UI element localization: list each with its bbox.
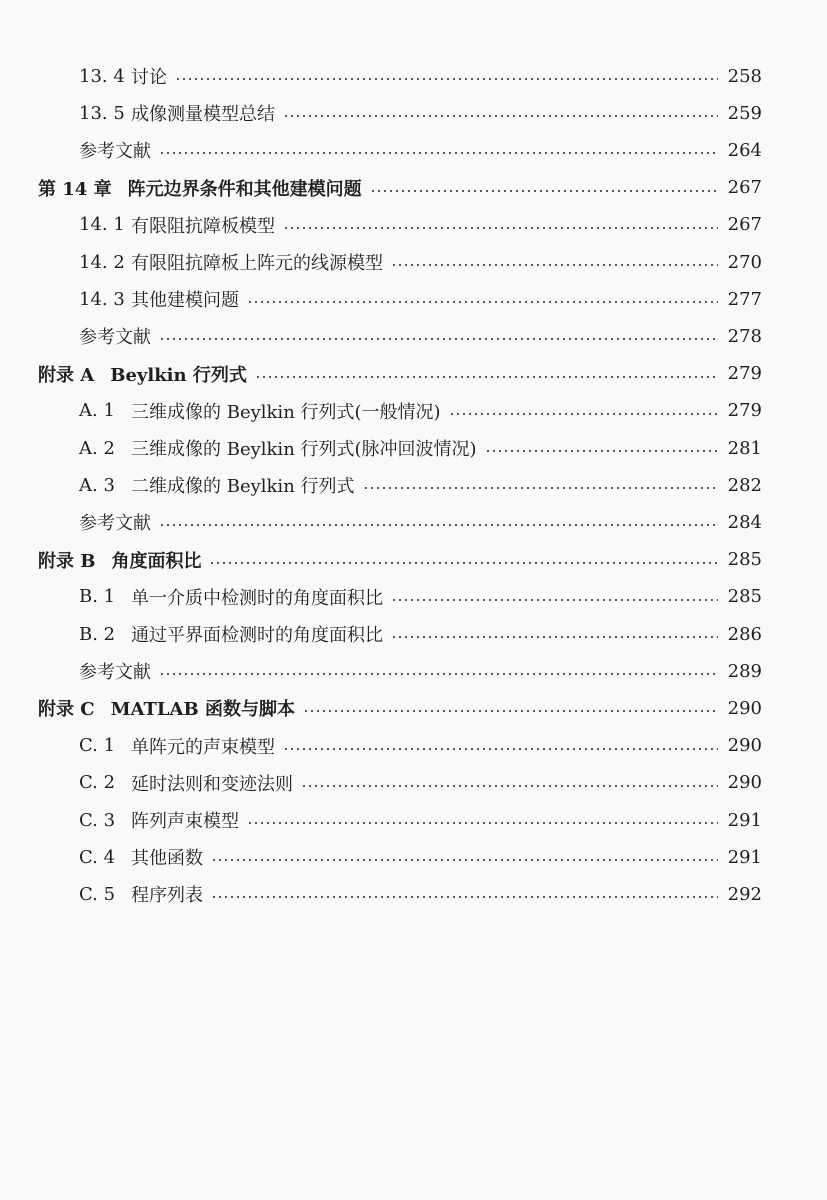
toc-entry[interactable] [79,656,762,686]
dot-leader [211,859,718,861]
entry-number: A. 2 [79,437,115,459]
entry-title: 通过平界面检测时的角度面积比 [131,625,383,646]
chapter-page: 285 [727,549,762,571]
entry-number: 13. 5 [79,102,125,124]
dot-leader [363,487,718,489]
dot-leader [391,264,718,266]
dot-leader [301,785,718,787]
toc-chapter[interactable] [38,359,762,389]
dot-leader [159,524,718,526]
entry-number: C. 3 [79,809,116,831]
dot-leader [175,78,718,80]
dot-leader [283,748,718,750]
toc-entry[interactable] [79,582,762,612]
entry-page: 277 [727,288,762,310]
entry-page: 291 [727,809,762,831]
entry-page: 291 [727,846,762,868]
entry-number: 13. 4 [79,65,125,87]
entry-number: A. 3 [79,474,115,496]
entry-number: C. 2 [79,772,116,794]
toc-entry[interactable] [79,507,762,537]
entry-title: 单阵元的声束模型 [131,736,275,758]
chapter-page: 279 [727,363,762,385]
entry-page: 264 [727,139,762,161]
chapter-number: 附录 C [38,699,95,721]
entry-title: 其他函数 [131,848,203,870]
entry-title: 三维成像的 Beylkin 行列式(一般情况) [131,401,441,423]
entry-title: 单一介质中检测时的角度面积比 [131,587,383,609]
dot-leader [283,227,718,229]
entry-number: 14. 3 [79,288,125,310]
entry-title: 二维成像的 Beylkin 行列式 [131,476,355,498]
entry-number: 14. 1 [79,214,125,236]
entry-number: B. 2 [79,623,116,645]
toc-entry[interactable] [79,396,762,426]
dot-leader [159,152,718,154]
dot-leader [391,636,718,638]
toc-entry[interactable] [79,284,762,314]
entry-page: 290 [727,735,762,757]
entry-page: 285 [727,586,762,608]
toc-entry[interactable] [79,470,762,500]
toc-entry[interactable] [79,731,762,761]
entry-number: 14. 2 [79,251,125,273]
entry-page: 292 [727,883,762,905]
entry-page: 259 [727,102,762,124]
dot-leader [370,190,718,192]
entry-page: 279 [727,400,762,422]
entry-number: C. 5 [79,883,116,905]
chapter-title: 阵元边界条件和其他建模问题 [127,178,362,200]
entry-title: 参考文献 [79,327,151,349]
entry-title: 参考文献 [79,662,151,684]
entry-title: 参考文献 [79,141,151,163]
dot-leader [247,301,718,303]
dot-leader [209,562,718,564]
dot-leader [255,376,718,378]
toc-chapter[interactable] [38,693,762,723]
dot-leader [303,710,718,712]
dot-leader [391,599,718,601]
entry-title: 有限阻抗障板模型 [131,215,275,237]
toc-entry[interactable] [79,805,762,835]
toc-entry[interactable] [79,433,762,463]
chapter-title: MATLAB 函数与脚本 [110,699,295,721]
entry-page: 290 [727,772,762,794]
chapter-title: Beylkin 行列式 [110,364,247,386]
entry-title: 其他建模问题 [131,290,239,312]
entry-title: 延时法则和变迹法则 [131,773,293,795]
toc-entry[interactable] [79,98,762,128]
chapter-number: 附录 B [38,550,96,572]
toc-entry[interactable] [79,879,762,909]
entry-title: 参考文献 [79,513,151,535]
dot-leader [485,450,718,452]
entry-number: A. 1 [79,400,115,422]
toc-entry[interactable] [79,619,762,649]
toc-entry[interactable] [79,768,762,798]
chapter-page: 267 [727,177,762,199]
dot-leader [159,338,718,340]
entry-title: 程序列表 [131,885,203,907]
entry-page: 278 [727,325,762,347]
toc-chapter[interactable] [38,545,762,575]
entry-title: 成像测量模型总结 [131,104,275,126]
entry-page: 282 [727,474,762,496]
entry-page: 281 [727,437,762,459]
dot-leader [159,673,718,675]
toc-entry[interactable] [79,842,762,872]
entry-page: 289 [727,660,762,682]
dot-leader [211,896,718,898]
entry-title: 有限阻抗障板上阵元的线源模型 [131,253,383,274]
toc-entry[interactable] [79,321,762,351]
toc-entry[interactable] [79,247,762,277]
entry-page: 267 [727,214,762,236]
entry-number: C. 4 [79,846,116,868]
entry-number: C. 1 [79,735,116,757]
dot-leader [449,413,718,415]
chapter-title: 角度面积比 [111,550,202,572]
entry-page: 284 [727,511,762,533]
chapter-number: 第 14 章 [38,178,112,200]
entry-page: 258 [727,65,762,87]
entry-title: 三维成像的 Beylkin 行列式(脉冲回波情况) [131,439,477,460]
dot-leader [283,115,718,117]
chapter-number: 附录 A [38,364,95,386]
dot-leader [247,822,718,824]
entry-page: 270 [727,251,762,273]
entry-page: 286 [727,623,762,645]
toc-entry[interactable] [79,135,762,165]
chapter-page: 290 [727,697,762,719]
entry-title: 讨论 [131,67,167,88]
toc-chapter[interactable] [38,173,762,203]
entry-number: B. 1 [79,586,116,608]
entry-title: 阵列声束模型 [131,811,239,832]
toc-entry[interactable] [79,210,762,240]
toc-entry[interactable] [79,61,762,91]
